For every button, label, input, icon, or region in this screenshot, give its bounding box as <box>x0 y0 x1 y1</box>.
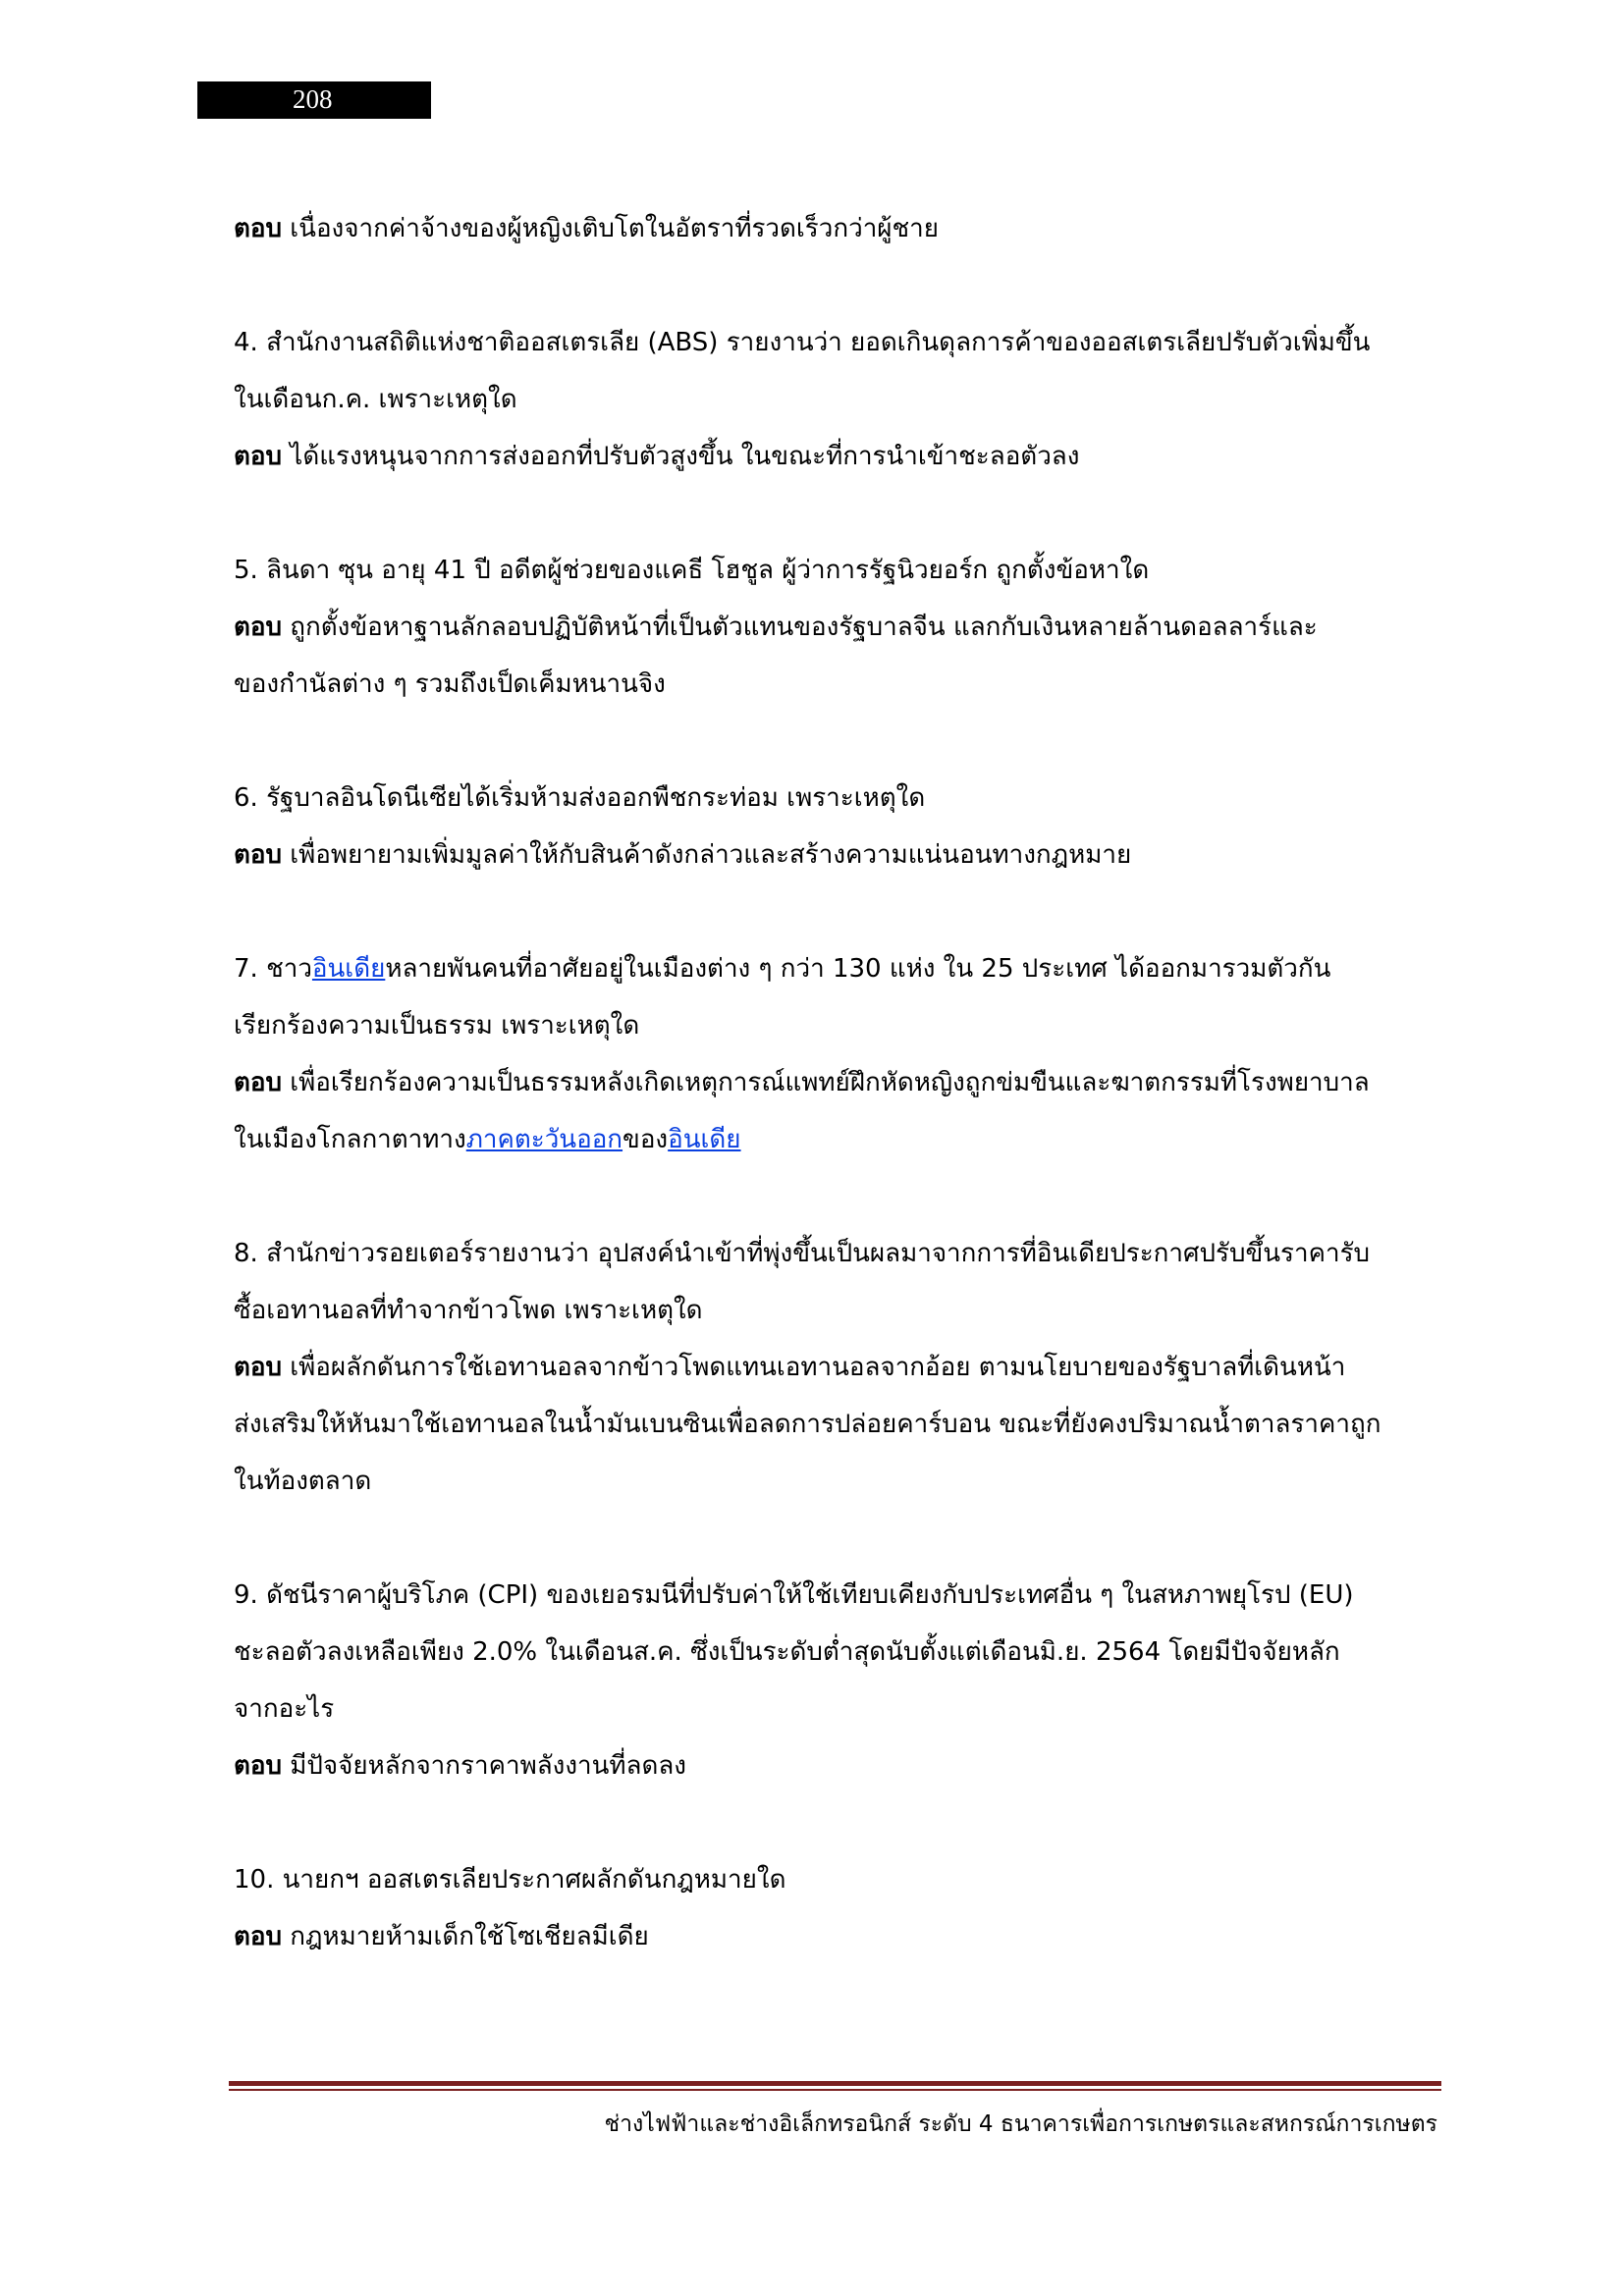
question-line: 9. ดัชนีราคาผู้บริโภค (CPI) ของเยอรมนีที่ปรับค่าให้ใช้เทียบเคียงกับประเทศอื่น ๆ ในสหภาพยุโรป (EU) <box>234 1580 1354 1610</box>
eastern-region-link[interactable]: ภาคตะวันออก <box>465 1125 623 1154</box>
answer-text: ในเมืองโกลกาตาทาง <box>234 1125 466 1154</box>
footer-divider <box>229 2081 1441 2086</box>
question-line: 6. รัฐบาลอินโดนีเซียได้เริ่มห้ามส่งออกพืชกระท่อม เพราะเหตุใด <box>234 783 926 813</box>
question-line <box>234 940 1446 997</box>
answer-label: ตอบ <box>234 214 283 243</box>
question-block-5 <box>234 542 1446 713</box>
answer-text: ถูกตั้งข้อหาฐานลักลอบปฏิบัติหน้าที่เป็นตัวแทนของรัฐบาลจีน แลกกับเงินหลายล้านดอลลาร์และ <box>290 613 1318 642</box>
answer-line <box>234 1054 1446 1111</box>
answer-label: ตอบ <box>234 1353 283 1382</box>
question-block-8 <box>234 1225 1446 1510</box>
answer-label: ตอบ <box>234 1068 283 1097</box>
question-line: 8. สำนักข่าวรอยเตอร์รายงานว่า อุปสงค์นำเข้าที่พุ่งขึ้นเป็นผลมาจากการที่อินเดียประกาศปรับขึ้นราคารับ <box>234 1239 1371 1268</box>
answer-label: ตอบ <box>234 1922 283 1951</box>
question-line: ชะลอตัวลงเหลือเพียง 2.0% ในเดือนส.ค. ซึ่งเป็นระดับต่ำสุดนับตั้งแต่เดือนมิ.ย. 2564 โดยมีปัจจัยหลัก <box>234 1637 1340 1667</box>
answer-text: เพื่อผลักดันการใช้เอทานอลจากข้าวโพดแทนเอทานอลจากอ้อย ตามนโยบายของรัฐบาลที่เดินหน้า <box>290 1353 1346 1382</box>
answer-text: ได้แรงหนุนจากการส่งออกที่ปรับตัวสูงขึ้น ในขณะที่การนำเข้าชะลอตัวลง <box>290 442 1080 471</box>
answer-block-3 <box>234 200 1446 257</box>
question-text: 7. ชาว <box>234 954 312 984</box>
answer-label: ตอบ <box>234 613 283 642</box>
answer-line <box>234 1111 1446 1168</box>
question-line: 5. ลินดา ซุน อายุ 41 ปี อดีตผู้ช่วยของแคธี โฮชูล ผู้ว่าการรัฐนิวยอร์ก ถูกตั้งข้อหาใด <box>234 556 1150 585</box>
answer-line <box>234 827 1446 883</box>
answer-line: ส่งเสริมให้หันมาใช้เอทานอลในน้ำมันเบนซินเพื่อลดการปล่อยคาร์บอน ขณะที่ยังคงปริมาณน้ำตาลราคาถูก <box>234 1410 1381 1439</box>
answer-line: ของกำนัลต่าง ๆ รวมถึงเป็ดเค็มหนานจิง <box>234 669 666 699</box>
answer-label: ตอบ <box>234 840 283 870</box>
question-block-7 <box>234 940 1446 1168</box>
question-text: หลายพันคนที่อาศัยอยู่ในเมืองต่าง ๆ กว่า 130 แห่ง ใน 25 ประเทศ ได้ออกมารวมตัวกัน <box>385 954 1331 984</box>
question-block-6 <box>234 770 1446 883</box>
answer-text: ของ <box>623 1125 669 1154</box>
footer-divider-thin <box>229 2089 1441 2091</box>
question-line: 10. นายกฯ ออสเตรเลียประกาศผลักดันกฎหมายใด <box>234 1865 786 1895</box>
answer-text: มีปัจจัยหลักจากราคาพลังงานที่ลดลง <box>290 1751 686 1781</box>
answer-text: เพื่อพยายามเพิ่มมูลค่าให้กับสินค้าดังกล่าวและสร้างความแน่นอนทางกฎหมาย <box>290 840 1132 870</box>
answer-line <box>234 599 1446 656</box>
page-number: 208 <box>293 84 333 114</box>
answer-line <box>234 1737 1446 1794</box>
document-body <box>234 200 1446 2022</box>
question-line: 4. สำนักงานสถิติแห่งชาติออสเตรเลีย (ABS) รายงานว่า ยอดเกินดุลการค้าของออสเตรเลียปรับตัวเพิ่มขึ้น <box>234 328 1371 357</box>
india-link[interactable]: อินเดีย <box>311 954 386 984</box>
answer-text: กฎหมายห้ามเด็กใช้โซเชียลมีเดีย <box>290 1922 649 1951</box>
answer-text: เนื่องจากค่าจ้างของผู้หญิงเติบโตในอัตราที่รวดเร็วกว่าผู้ชาย <box>290 214 940 243</box>
india-link[interactable]: อินเดีย <box>668 1125 741 1154</box>
answer-line <box>234 428 1446 485</box>
footer-text: ช่างไฟฟ้าและช่างอิเล็กทรอนิกส์ ระดับ 4 ธนาคารเพื่อการเกษตรและสหกรณ์การเกษตร <box>604 2111 1437 2137</box>
answer-label: ตอบ <box>234 1751 283 1781</box>
answer-line <box>234 200 1446 257</box>
answer-label: ตอบ <box>234 442 283 471</box>
answer-line <box>234 1339 1446 1396</box>
question-block-10 <box>234 1851 1446 1965</box>
answer-line <box>234 1908 1446 1965</box>
question-line: ซื้อเอทานอลที่ทำจากข้าวโพด เพราะเหตุใด <box>234 1296 703 1325</box>
question-block-4 <box>234 314 1446 485</box>
question-line: เรียกร้องความเป็นธรรม เพราะเหตุใด <box>234 1011 640 1041</box>
answer-line: ในท้องตลาด <box>234 1467 372 1496</box>
question-line: ในเดือนก.ค. เพราะเหตุใด <box>234 385 517 414</box>
question-line: จากอะไร <box>234 1694 335 1724</box>
answer-text: เพื่อเรียกร้องความเป็นธรรมหลังเกิดเหตุการณ์แพทย์ฝึกหัดหญิงถูกข่มขืนและฆาตกรรมที่โรงพยาบาล <box>290 1068 1370 1097</box>
question-block-9 <box>234 1567 1446 1794</box>
